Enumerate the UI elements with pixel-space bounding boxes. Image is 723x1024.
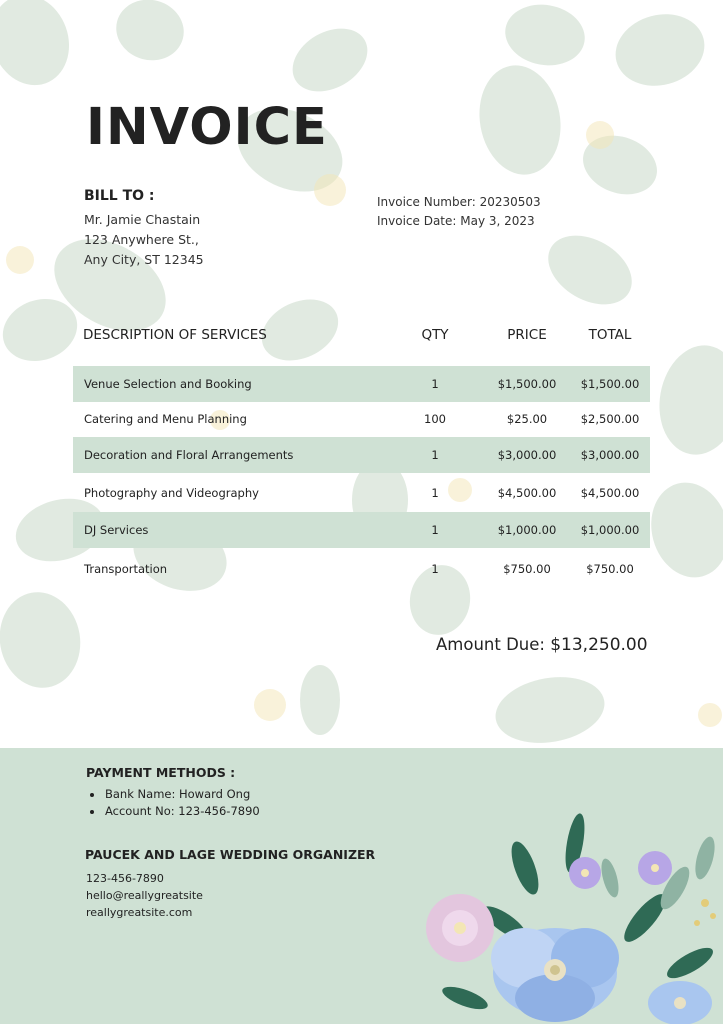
row-price: $25.00 — [506, 412, 548, 426]
row-total: $2,500.00 — [580, 412, 640, 426]
row-price: $3,000.00 — [497, 448, 557, 462]
table-row — [73, 551, 650, 587]
header-description: DESCRIPTION OF SERVICES — [83, 327, 267, 343]
row-total: $4,500.00 — [580, 486, 640, 500]
row-qty: 1 — [431, 523, 439, 537]
payment-methods-heading: PAYMENT METHODS : — [86, 765, 236, 780]
row-description: Catering and Menu Planning — [84, 412, 247, 426]
header-price: PRICE — [507, 327, 547, 343]
floral-bouquet-illustration — [405, 798, 723, 1024]
row-total: $3,000.00 — [580, 448, 640, 462]
row-qty: 1 — [431, 562, 439, 576]
invoice-number: Invoice Number: 20230503 — [377, 195, 541, 209]
table-row — [73, 437, 650, 473]
invoice-date: Invoice Date: May 3, 2023 — [377, 214, 535, 228]
row-description: Transportation — [84, 562, 168, 576]
row-description: Venue Selection and Booking — [84, 377, 252, 391]
company-name: PAUCEK AND LAGE WEDDING ORGANIZER — [85, 847, 376, 862]
bill-to-heading: BILL TO : — [84, 188, 155, 204]
bill-to-name: Mr. Jamie Chastain — [84, 212, 201, 227]
row-total: $1,500.00 — [580, 377, 640, 391]
header-total: TOTAL — [588, 327, 632, 343]
bill-to-address-line2: Any City, ST 12345 — [84, 252, 204, 267]
row-qty: 1 — [431, 377, 439, 391]
row-qty: 100 — [424, 412, 446, 426]
invoice-title: INVOICE — [86, 98, 328, 157]
bill-to-address-line1: 123 Anywhere St., — [84, 232, 199, 247]
company-email: hello@reallygreatsite — [86, 889, 203, 902]
table-row — [73, 512, 650, 548]
row-qty: 1 — [431, 486, 439, 500]
table-row — [73, 366, 650, 402]
row-price: $750.00 — [503, 562, 551, 576]
amount-due-label: Amount Due: — [436, 635, 545, 654]
account-number: Account No: 123-456-7890 — [90, 803, 260, 820]
amount-due-value: $13,250.00 — [550, 635, 648, 655]
row-price: $4,500.00 — [497, 486, 557, 500]
bank-name: Bank Name: Howard Ong — [90, 786, 260, 803]
row-total: $1,000.00 — [580, 523, 640, 537]
row-total: $750.00 — [586, 562, 634, 576]
amount-due — [436, 635, 648, 655]
row-price: $1,000.00 — [497, 523, 557, 537]
header-qty: QTY — [421, 327, 449, 343]
footer-panel — [0, 748, 723, 1024]
row-description: Decoration and Floral Arrangements — [84, 448, 294, 462]
row-price: $1,500.00 — [497, 377, 557, 391]
row-description: DJ Services — [84, 523, 149, 537]
company-website: reallygreatsite.com — [86, 906, 193, 919]
table-row — [73, 401, 650, 437]
row-description: Photography and Videography — [84, 486, 259, 500]
table-row — [73, 475, 650, 511]
company-phone: 123-456-7890 — [86, 872, 164, 885]
payment-methods-list — [90, 786, 260, 820]
row-qty: 1 — [431, 448, 439, 462]
